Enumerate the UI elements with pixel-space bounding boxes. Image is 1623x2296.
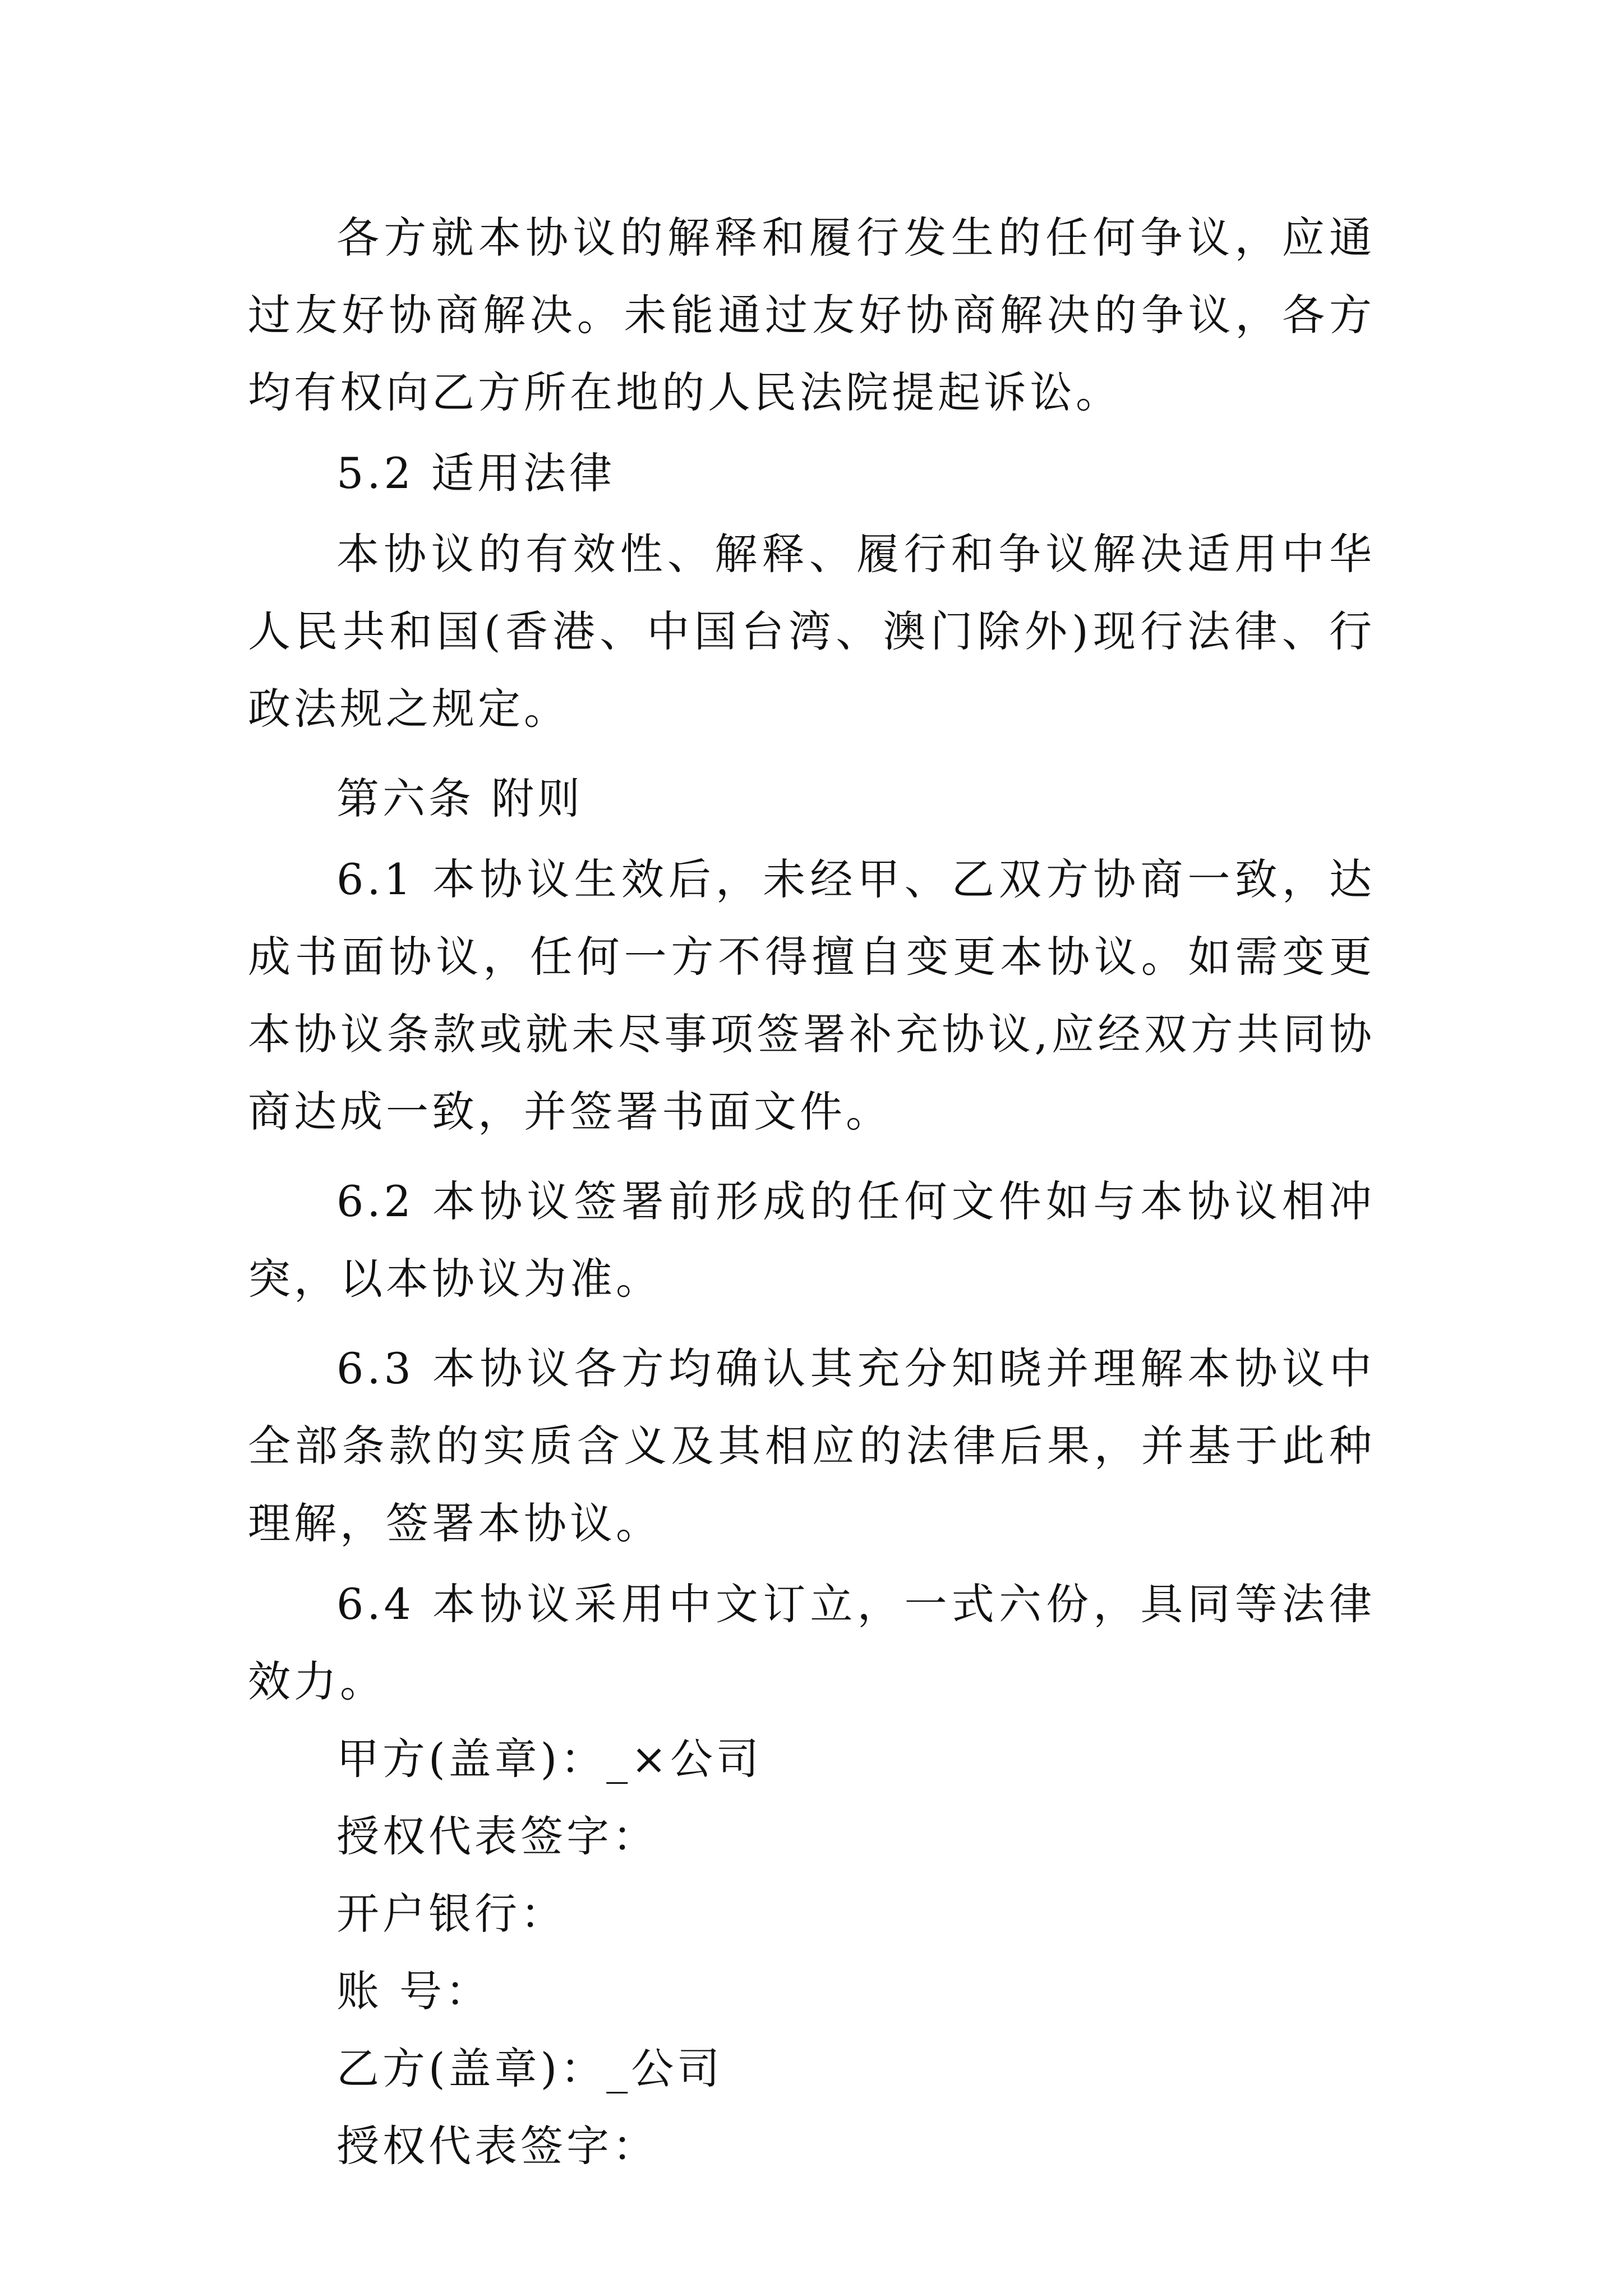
opening-bank-line: 开户银行： [336, 1889, 566, 1939]
article-6-heading: 第六条 附则 [336, 774, 584, 823]
clause-6-4-paragraph: 6.4 本协议采用中文订立，一式六份，具同等法律效力。 [248, 1579, 1375, 1706]
document-body [248, 199, 1375, 2185]
account-number-line: 账 号： [336, 1966, 492, 2016]
section-5-2-heading: 5.2 适用法律 [336, 448, 616, 498]
clause-6-3-paragraph: 6.3 本协议各方均确认其充分知晓并理解本协议中全部条款的实质含义及其相应的法律后果，并基于此种理解，签署本协议。 [248, 1343, 1375, 1548]
clause-6-2-paragraph: 6.2 本协议签署前形成的任何文件如与本协议相冲突，以本协议为准。 [248, 1176, 1375, 1304]
clause-6-1-paragraph: 6.1 本协议生效后，未经甲、乙双方协商一致，达成书面协议，任何一方不得擅自变更本协议。如需变更本协议条款或就未尽事项签署补充协议,应经双方共同协商达成一致，并签署书面文件。 [248, 854, 1375, 1137]
dispute-resolution-paragraph: 各方就本协议的解释和履行发生的任何争议，应通过友好协商解决。未能通过友好协商解决的争议，各方均有权向乙方所在地的人民法院提起诉讼。 [248, 213, 1375, 417]
governing-law-paragraph: 本协议的有效性、解释、履行和争议解决适用中华人民共和国(香港、中国台湾、澳门除外)现行法律、行政法规之规定。 [248, 529, 1375, 734]
party-a-representative-signature-line: 授权代表签字： [336, 1811, 658, 1861]
party-b-seal-line: 乙方(盖章)：_公司 [336, 2044, 723, 2093]
party-b-representative-signature-line: 授权代表签字： [336, 2121, 658, 2171]
party-a-seal-line: 甲方(盖章)：_×公司 [336, 1734, 762, 1784]
